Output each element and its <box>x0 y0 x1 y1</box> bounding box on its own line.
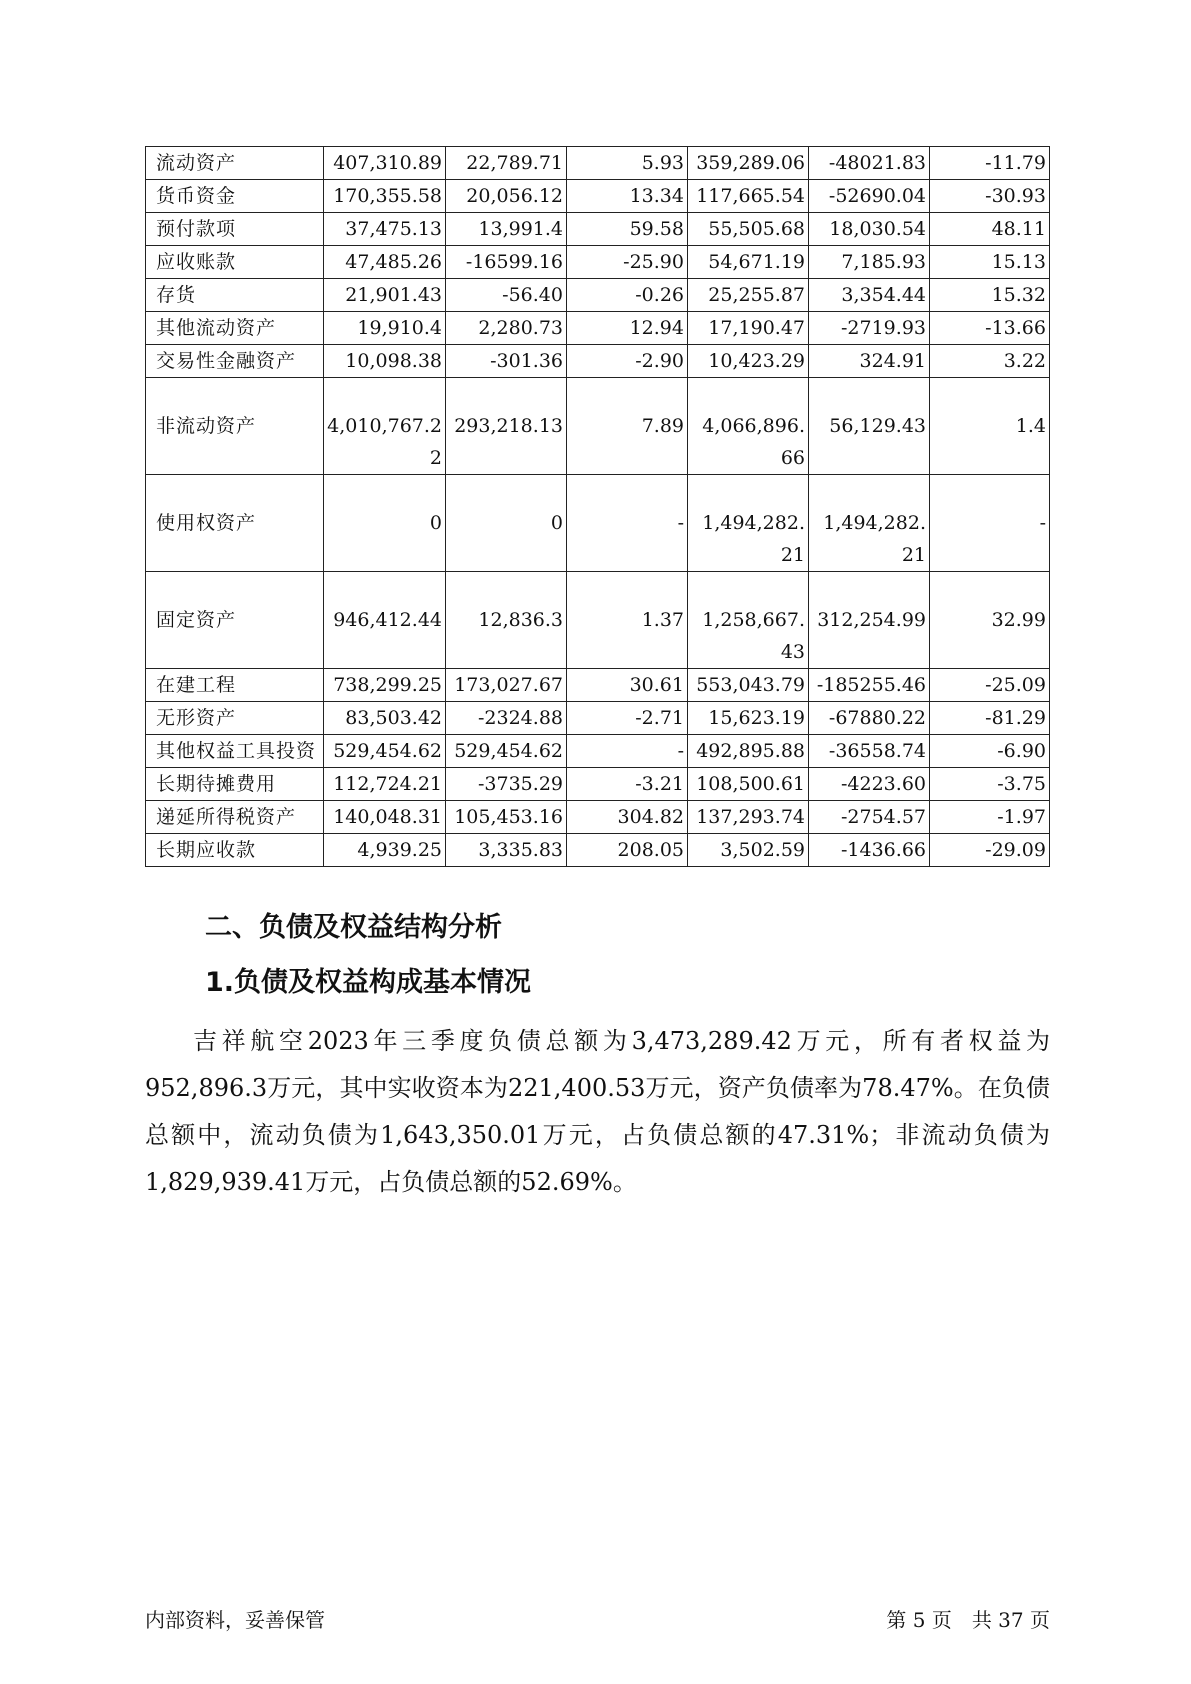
cell-value: 1,494,282.21 <box>809 475 930 572</box>
cell-value: -11.79 <box>930 147 1050 180</box>
cell-value: 2,280.73 <box>446 312 567 345</box>
cell-value: - <box>567 735 688 768</box>
cell-value: 324.91 <box>809 345 930 378</box>
cell-value: -1.97 <box>930 801 1050 834</box>
cell-value: -48021.83 <box>809 147 930 180</box>
cell-value: 140,048.31 <box>324 801 446 834</box>
table-row <box>146 345 1050 378</box>
cell-value: 359,289.06 <box>688 147 809 180</box>
cell-value: - <box>930 475 1050 572</box>
asset-structure-table <box>145 146 1050 867</box>
cell-value: 492,895.88 <box>688 735 809 768</box>
cell-value: -0.26 <box>567 279 688 312</box>
table-row <box>146 572 1050 669</box>
analysis-paragraph: 吉祥航空2023年三季度负债总额为3,473,289.42万元，所有者权益为952,896.3万元，其中实收资本为221,400.53万元，资产负债率为78.47%。在负债总额中，流动负债为1,643,350.01万元，占负债总额的47.31%；非流动负债为1,829,939.41万元，占负债总额的52.69%。 <box>145 1027 1050 1196</box>
table-row <box>146 834 1050 867</box>
cell-value: -4223.60 <box>809 768 930 801</box>
cell-value: 5.93 <box>567 147 688 180</box>
cell-value: 3,354.44 <box>809 279 930 312</box>
table-row <box>146 213 1050 246</box>
cell-value: 304.82 <box>567 801 688 834</box>
cell-value: 32.99 <box>930 572 1050 669</box>
cell-value: -2.90 <box>567 345 688 378</box>
cell-value: 25,255.87 <box>688 279 809 312</box>
cell-value: 7,185.93 <box>809 246 930 279</box>
table-row <box>146 475 1050 572</box>
cell-value: 12,836.3 <box>446 572 567 669</box>
cell-value: -1436.66 <box>809 834 930 867</box>
cell-value: 10,098.38 <box>324 345 446 378</box>
table-body <box>146 147 1050 867</box>
row-label: 在建工程 <box>146 669 324 702</box>
table-row <box>146 378 1050 475</box>
cell-value: 312,254.99 <box>809 572 930 669</box>
cell-value: 13.34 <box>567 180 688 213</box>
cell-value: 553,043.79 <box>688 669 809 702</box>
row-label: 预付款项 <box>146 213 324 246</box>
cell-value: -185255.46 <box>809 669 930 702</box>
cell-value: 529,454.62 <box>324 735 446 768</box>
cell-value: 56,129.43 <box>809 378 930 475</box>
row-label: 固定资产 <box>146 572 324 669</box>
cell-value: -3.21 <box>567 768 688 801</box>
cell-value: 15.32 <box>930 279 1050 312</box>
row-label: 长期待摊费用 <box>146 768 324 801</box>
cell-value: 529,454.62 <box>446 735 567 768</box>
cell-value: -2.71 <box>567 702 688 735</box>
row-label: 无形资产 <box>146 702 324 735</box>
row-label: 长期应收款 <box>146 834 324 867</box>
table-row <box>146 768 1050 801</box>
cell-value: 946,412.44 <box>324 572 446 669</box>
cell-value: -56.40 <box>446 279 567 312</box>
row-label: 非流动资产 <box>146 378 324 475</box>
cell-value: 208.05 <box>567 834 688 867</box>
cell-value: 170,355.58 <box>324 180 446 213</box>
cell-value: 173,027.67 <box>446 669 567 702</box>
cell-value: 3.22 <box>930 345 1050 378</box>
cell-value: 12.94 <box>567 312 688 345</box>
row-label: 应收账款 <box>146 246 324 279</box>
cell-value: 19,910.4 <box>324 312 446 345</box>
row-label: 货币资金 <box>146 180 324 213</box>
row-label: 使用权资产 <box>146 475 324 572</box>
row-label: 递延所得税资产 <box>146 801 324 834</box>
cell-value: -30.93 <box>930 180 1050 213</box>
cell-value: 55,505.68 <box>688 213 809 246</box>
cell-value: -13.66 <box>930 312 1050 345</box>
cell-value: 293,218.13 <box>446 378 567 475</box>
cell-value: 3,502.59 <box>688 834 809 867</box>
cell-value: 112,724.21 <box>324 768 446 801</box>
table-row <box>146 180 1050 213</box>
cell-value: -25.09 <box>930 669 1050 702</box>
cell-value: 30.61 <box>567 669 688 702</box>
table-row <box>146 735 1050 768</box>
cell-value: -301.36 <box>446 345 567 378</box>
footer-page-number: 第 5 页 共 37 页 <box>886 1608 1050 1632</box>
table-row <box>146 669 1050 702</box>
cell-value: 3,335.83 <box>446 834 567 867</box>
cell-value: 407,310.89 <box>324 147 446 180</box>
cell-value: 137,293.74 <box>688 801 809 834</box>
cell-value: -25.90 <box>567 246 688 279</box>
cell-value: 54,671.19 <box>688 246 809 279</box>
cell-value: -6.90 <box>930 735 1050 768</box>
cell-value: 4,939.25 <box>324 834 446 867</box>
table-row <box>146 801 1050 834</box>
row-label: 交易性金融资产 <box>146 345 324 378</box>
cell-value: 1,258,667.43 <box>688 572 809 669</box>
section-heading: 二、负债及权益结构分析 <box>205 912 502 943</box>
cell-value: 18,030.54 <box>809 213 930 246</box>
cell-value: -3735.29 <box>446 768 567 801</box>
cell-value: 47,485.26 <box>324 246 446 279</box>
cell-value: -29.09 <box>930 834 1050 867</box>
cell-value: 37,475.13 <box>324 213 446 246</box>
cell-value: -81.29 <box>930 702 1050 735</box>
cell-value: 1.4 <box>930 378 1050 475</box>
footer-confidential-note: 内部资料，妥善保管 <box>145 1608 325 1632</box>
cell-value: 105,453.16 <box>446 801 567 834</box>
cell-value: -2324.88 <box>446 702 567 735</box>
table-row <box>146 147 1050 180</box>
cell-value: 108,500.61 <box>688 768 809 801</box>
cell-value: 4,066,896.66 <box>688 378 809 475</box>
cell-value: - <box>567 475 688 572</box>
cell-value: 13,991.4 <box>446 213 567 246</box>
cell-value: 22,789.71 <box>446 147 567 180</box>
table-row <box>146 702 1050 735</box>
cell-value: 738,299.25 <box>324 669 446 702</box>
cell-value: -2719.93 <box>809 312 930 345</box>
cell-value: 1.37 <box>567 572 688 669</box>
cell-value: 17,190.47 <box>688 312 809 345</box>
table-row <box>146 312 1050 345</box>
row-label: 存货 <box>146 279 324 312</box>
table-row <box>146 246 1050 279</box>
cell-value: 83,503.42 <box>324 702 446 735</box>
row-label: 流动资产 <box>146 147 324 180</box>
section-subheading: 1.负债及权益构成基本情况 <box>205 967 532 998</box>
cell-value: -67880.22 <box>809 702 930 735</box>
cell-value: -36558.74 <box>809 735 930 768</box>
cell-value: 10,423.29 <box>688 345 809 378</box>
cell-value: -2754.57 <box>809 801 930 834</box>
cell-value: 1,494,282.21 <box>688 475 809 572</box>
cell-value: 20,056.12 <box>446 180 567 213</box>
cell-value: 48.11 <box>930 213 1050 246</box>
row-label: 其他流动资产 <box>146 312 324 345</box>
cell-value: 15,623.19 <box>688 702 809 735</box>
cell-value: 0 <box>446 475 567 572</box>
cell-value: 59.58 <box>567 213 688 246</box>
row-label: 其他权益工具投资 <box>146 735 324 768</box>
cell-value: 117,665.54 <box>688 180 809 213</box>
table-row <box>146 279 1050 312</box>
cell-value: 4,010,767.22 <box>324 378 446 475</box>
cell-value: -52690.04 <box>809 180 930 213</box>
cell-value: -16599.16 <box>446 246 567 279</box>
cell-value: 0 <box>324 475 446 572</box>
cell-value: 7.89 <box>567 378 688 475</box>
cell-value: 21,901.43 <box>324 279 446 312</box>
cell-value: -3.75 <box>930 768 1050 801</box>
cell-value: 15.13 <box>930 246 1050 279</box>
